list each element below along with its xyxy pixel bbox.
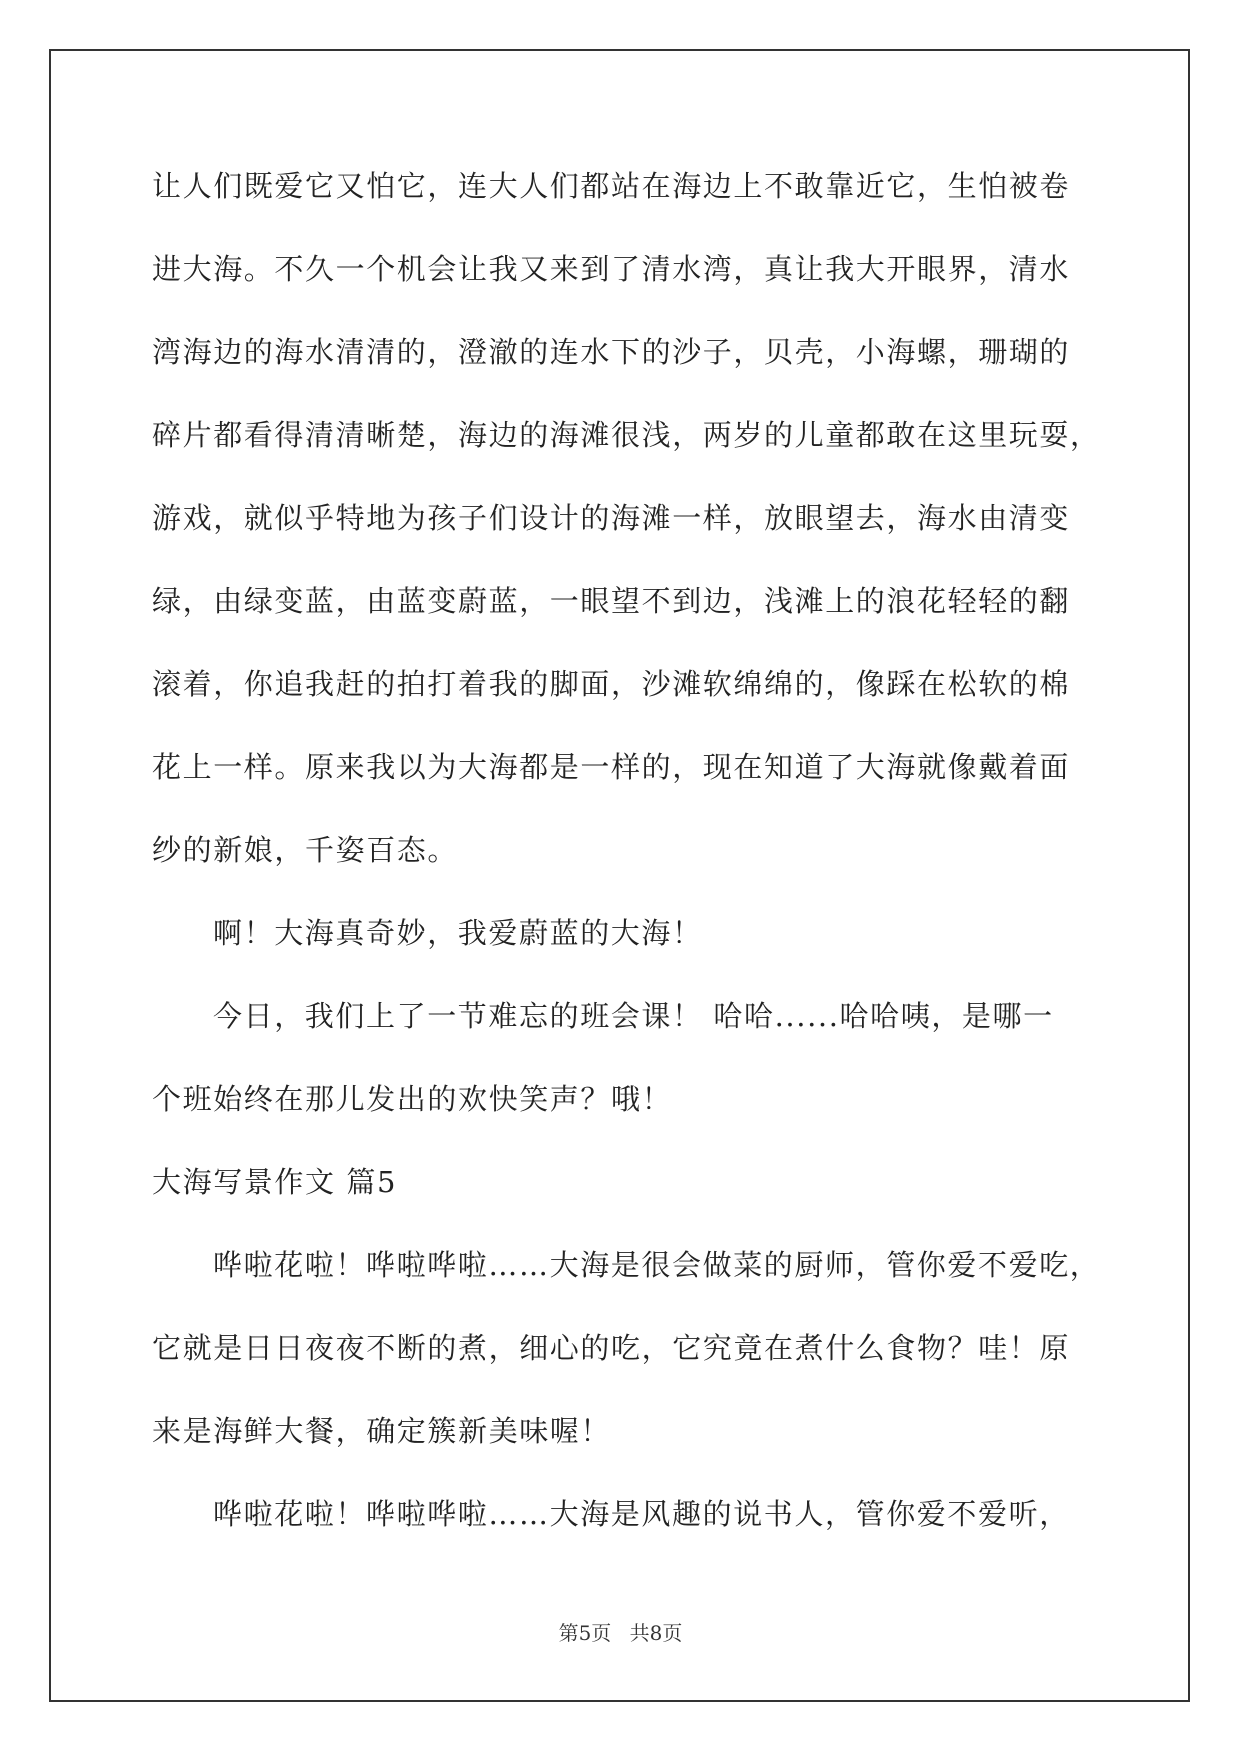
section-heading: 大海写景作文 篇5 <box>152 1165 398 1199</box>
text-line: 今日，我们上了一节难忘的班会课！ 哈哈......哈哈咦，是哪一 <box>213 999 1054 1033</box>
text-line: 来是海鲜大餐，确定簇新美味喔！ <box>152 1414 612 1448</box>
text-line: 碎片都看得清清晰楚，海边的海滩很浅，两岁的儿童都敢在这里玩耍， <box>152 418 1101 452</box>
page-footer <box>0 1617 1241 1646</box>
text-line: 哗啦花啦！哗啦哗啦……大海是很会做菜的厨师，管你爱不爱吃， <box>213 1248 1101 1282</box>
document-body <box>152 160 1101 1571</box>
text-line: 滚着，你追我赶的拍打着我的脚面，沙滩软绵绵的，像踩在松软的棉 <box>152 667 1071 701</box>
text-line: 纱的新娘，千姿百态。 <box>152 833 459 867</box>
text-line: 湾海边的海水清清的，澄澈的连水下的沙子，贝壳，小海螺，珊瑚的 <box>152 335 1071 369</box>
text-line: 进大海。不久一个机会让我又来到了清水湾，真让我大开眼界，清水 <box>152 252 1071 286</box>
page-number: 第5页 <box>558 1621 612 1645</box>
text-line: 游戏，就似乎特地为孩子们设计的海滩一样，放眼望去，海水由清变 <box>152 501 1071 535</box>
text-line: 绿，由绿变蓝，由蓝变蔚蓝，一眼望不到边，浅滩上的浪花轻轻的翻 <box>152 584 1071 618</box>
text-line: 让人们既爱它又怕它，连大人们都站在海边上不敢靠近它，生怕被卷 <box>152 169 1071 203</box>
page-total: 共8页 <box>629 1621 683 1645</box>
text-line: 哗啦花啦！哗啦哗啦……大海是风趣的说书人，管你爱不爱听， <box>213 1497 1070 1531</box>
text-line: 它就是日日夜夜不断的煮，细心的吃，它究竟在煮什么食物？哇！原 <box>152 1331 1071 1365</box>
text-line: 个班始终在那儿发出的欢快笑声？哦！ <box>152 1082 673 1116</box>
text-line: 花上一样。原来我以为大海都是一样的，现在知道了大海就像戴着面 <box>152 750 1071 784</box>
text-line: 啊！大海真奇妙，我爱蔚蓝的大海！ <box>213 916 703 950</box>
